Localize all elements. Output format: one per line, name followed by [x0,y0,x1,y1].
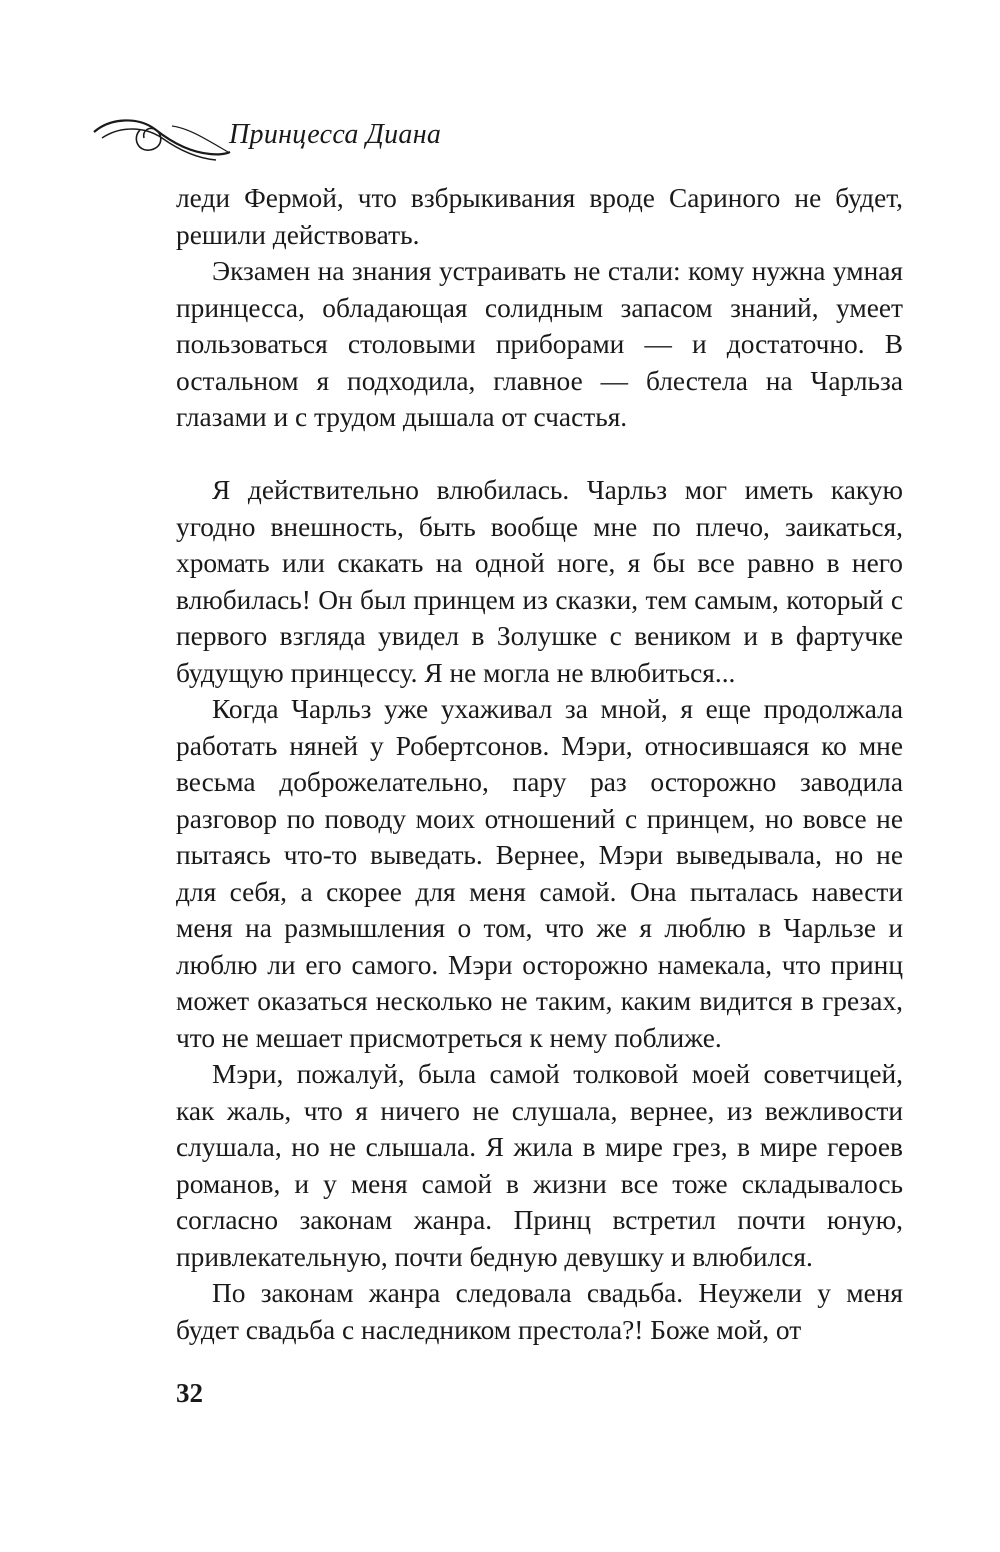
page-number: 32 [176,1378,203,1408]
body-text [176,180,903,1348]
flourish-ornament-icon [92,108,232,164]
paragraph: По законам жанра следовала свадьба. Неужели у меня будет свадьба с наследником престола?! Боже мой, от [176,1278,903,1345]
paragraph: Когда Чарльз уже ухаживал за мной, я еще продолжала работать няней у Робертсонов. Мэри, относившаяся ко мне весьма доброжелательно, пару раз осторожно заводила разговор по поводу моих отношений с принцем, но вовсе не пытаясь что-то выведать. Вернее, Мэри выведывала, но не для себя, а скорее для меня самой. Она пыталась навести меня на размышления о том, что же я люблю в Чарльзе и люблю ли его самого. Мэри осторожно намекала, что принц может оказаться несколько не таким, каким видится в грезах, что не мешает присмотреться к нему поближе. [176,694,903,1053]
paragraph: Экзамен на знания устраивать не стали: кому нужна умная принцесса, обладающая солидным запасом знаний, умеет пользоваться столовыми приборами — и достаточно. В остальном я подходила, главное — блестела на Чарльза глазами и с трудом дышала от счастья. [176,256,903,432]
paragraph: леди Фермой, что взбрыкивания вроде Сариного не будет, решили действовать. [176,183,903,250]
paragraph: Мэри, пожалуй, была самой толковой моей советчицей, как жаль, что я ничего не слушала, вернее, из вежливости слушала, но не слышала. Я жила в мире грез, в мире героев романов, и у меня самой в жизни все тоже складывалось согласно законам жанра. Принц встретил почти юную, привлекательную, почти бедную девушку и влюбился. [176,1059,903,1272]
running-header [92,108,512,164]
running-header-title: Принцесса Диана [229,119,442,150]
paragraph: Я действительно влюбилась. Чарльз мог иметь какую угодно внешность, быть вообще мне по плечо, заикаться, хромать или скакать на одной ноге, я бы все равно в него влюбилась! Он был принцем из сказки, тем самым, который с первого взгляда увидел в Золушке с веником и в фартучке будущую принцессу. Я не могла не влюбиться... [176,475,903,688]
